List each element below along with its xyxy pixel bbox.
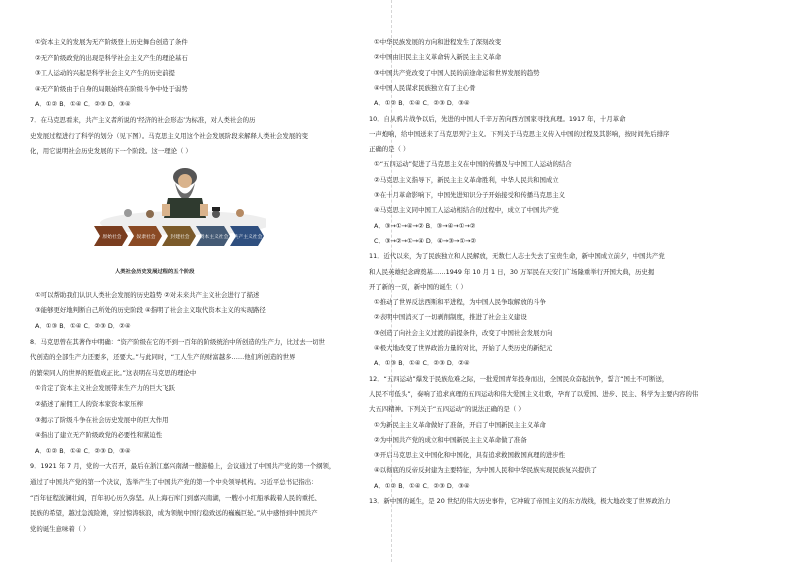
option-line: ③创造了向社会主义过渡的前提条件，改变了中国社会发展方向 [374, 328, 553, 337]
option-line: ①资本主义的发展为无产阶级登上历史舞台创造了条件 [35, 38, 188, 46]
answer-options: A．①② B．①④ C．②③ D．③④ [35, 100, 131, 109]
stage-label: 共产主义社会 [233, 235, 263, 240]
answer-options: A．①② B．①④ C．②③ D．③④ [374, 99, 470, 108]
option-line: ②中国由旧民主主义革命转入新民主主义革命 [374, 53, 502, 62]
question-text: 12．“五四运动”爆发于民族危难之际，一批爱国青年投身而出，全国民众奋起抗争，誓言“国土不可断送， [369, 374, 669, 383]
figure-caption: 人类社会历史发展过程的五个阶段 [115, 269, 195, 275]
question-text: 一声炮响，给中国送来了马克思列宁主义。下列关于马克思主义传入中国的过程及其影响，按时间先后排序 [369, 129, 670, 138]
question-text: 化，用它说明社会历史发展的下一个阶段。这一理论（ ） [30, 147, 192, 156]
question-text: 民族的希望，越过急流险滩，穿过惊涛骇浪，成为领航中国行稳致远的巍巍巨轮。”从中感悟到中国共产 [30, 509, 318, 518]
question-text: 正确的是（ ） [369, 145, 410, 154]
stage-label: 奴隶社会 [136, 235, 156, 240]
option-line: ②表明中国消灭了一切剥削制度，推进了社会主义建设 [374, 313, 527, 322]
option-line: ①可以帮助我们认识人类社会发展的历史趋势 ②对未来共产主义社会进行了描述 [35, 290, 260, 299]
social-stages-figure [88, 168, 266, 272]
question-text: 7．在马克思看来，共产主义者所说的‘经济的社会形态’为标准，对人类社会的历 [30, 116, 256, 124]
stage-label: 原始社会 [102, 235, 122, 240]
option-line: ④指出了建立无产阶级政党的必要性和紧迫性 [35, 431, 163, 440]
option-line: ③揭示了阶级斗争在社会历史发展中的巨大作用 [35, 415, 169, 424]
question-text: 10．自从鸦片战争以后，先进的中国人千辛万苦向西方国家寻找真理。1917 年，十月革命 [369, 114, 626, 123]
question-text: 13．新中国的诞生，是 20 世纪的伟大历史事件，它冲破了帝国主义的东方战线，极大地改变了世界政治力 [369, 497, 671, 505]
option-line: ①为新民主主义革命做好了准备，开启了中国新民主主义革命 [374, 420, 546, 429]
option-line: ②马克思主义指导下，新民主主义革命胜利，中华人民共和国成立 [374, 175, 559, 184]
option-line: ③中国共产党改变了中国人民的前途命运和世界发展的趋势 [374, 68, 540, 77]
question-text: 开了新的一页，新中国的诞生（ ） [369, 282, 467, 291]
question-text: 大五四精神。下列关于“五四运动”的说法正确的是（ ） [369, 405, 525, 414]
option-line: ①“五四运动”促进了马克思主义在中国的传播及与中国工人运动的结合 [374, 160, 572, 169]
option-line: C．③→②→①→④ D．④→③→①→② [374, 236, 477, 245]
question-text: 的繁荣同人的世界的贬值成正比。”这表明在马克思的理论中 [30, 368, 197, 377]
option-line: ③在十月革命影响下，中国先进知识分子开始接受和传播马克思主义 [374, 191, 566, 199]
question-text: 通过了中国共产党的第一个决议，选举产生了中国共产党的第一个中央领导机构。习近平总书记指出： [30, 478, 318, 486]
option-line: ④以彻底的反帝反封建为主要特征，为中国人民和中华民族实现民族复兴提供了 [374, 466, 598, 475]
question-text: 11．近代以来，为了民族独立和人民解放，无数仁人志士失去了宝贵生命，新中国成立前夕，中国共产党 [369, 252, 665, 261]
option-line: ①肯定了资本主义社会发展带来生产力的巨大飞跃 [35, 384, 175, 393]
question-text: 8．马克思曾在其著作中明确：“资产阶级在它的不到一百年的阶级统治中所创造的生产力，比过去一切世 [30, 337, 325, 346]
question-text: 9．1921 年 7 月，党的一大召开，最后在浙江嘉兴南湖一艘游船上，会议通过了中国共产党的第一个纲领， [30, 462, 336, 471]
question-text: 史发展过程进行了科学的划分（见下图）。马克思主义用这个社会发展阶段来解释人类社会发展的变 [30, 131, 308, 140]
option-line: A．③→①→④→② B．③→④→①→② [374, 221, 476, 230]
answer-options: A．①② B．①④ C．②③ D．③④ [374, 481, 470, 490]
stages-illustration [88, 168, 266, 268]
answer-options: A．①② B．①④ C．②③ D．③④ [35, 446, 131, 455]
stage-label: 封建社会 [170, 235, 190, 240]
question-text: 代创造的全部生产力还要多，还要大。”与此同时，“工人生产的财富越多……他们所创造的世界 [30, 353, 296, 362]
option-line: ②描述了雇佣工人的资本家资本家压榨 [35, 400, 143, 408]
option-line: ①中华民族发展的方向和进程发生了深刻改变 [374, 38, 502, 46]
option-line: ③开启马克思主义中国化和中国化，具有追求救国救国真理的进步性 [374, 451, 566, 460]
option-line: ④无产阶级由于自身的局限始终在阶级斗争中处于弱势 [35, 84, 188, 93]
question-text: “百年征程波澜壮阔，百年初心历久弥坚。从上海石库门到嘉兴南湖，一艘小小红船承载着人民的重托、 [30, 493, 321, 502]
option-line: ③工人运动的兴起是科学社会主义产生的历史前提 [35, 69, 175, 78]
question-text: 党的诞生意味着（ ） [30, 524, 90, 533]
option-line: ④中国人民谋求民族独立有了主心骨 [374, 83, 476, 92]
answer-options: A．①③ B．①④ C．②③ D．②④ [35, 322, 131, 330]
option-line: ④马克思主义同中国工人运动相结合的过程中，成立了中国共产党 [374, 206, 559, 215]
stage-label: 资本主义社会 [199, 235, 229, 240]
option-line: ②无产阶级政党的出现是科学社会主义产生的理论基石 [35, 53, 188, 62]
answer-options: A．①③ B．①④ C．②③ D．②④ [374, 359, 470, 368]
option-line: ②为中国共产党的成立和中国新民主主义革命做了准备 [374, 435, 527, 444]
option-line: ③能够更好地判断自己所处的历史阶段 ④指明了社会主义取代资本主义的实现路径 [35, 306, 266, 315]
marx-figure-icon [162, 168, 208, 218]
question-text: 和人民英雄纪念碑奠基……1949 年 10 月 1 日，30 万军民在天安门广场隆重举行开国大典，历史揭 [369, 267, 655, 276]
option-line: ①推动了世界反法西斯和平进程，为中国人民争取解放的斗争 [374, 298, 546, 307]
option-line: ④极大地改变了世界政治力量的对比，开始了人类历史的新纪元 [374, 344, 553, 352]
question-text: 人民不可低头”，奏响了追求真理的五四运动和伟大爱国主义壮歌，孕育了以爱国、进步、民主、科学为主要内容的伟 [369, 389, 699, 398]
